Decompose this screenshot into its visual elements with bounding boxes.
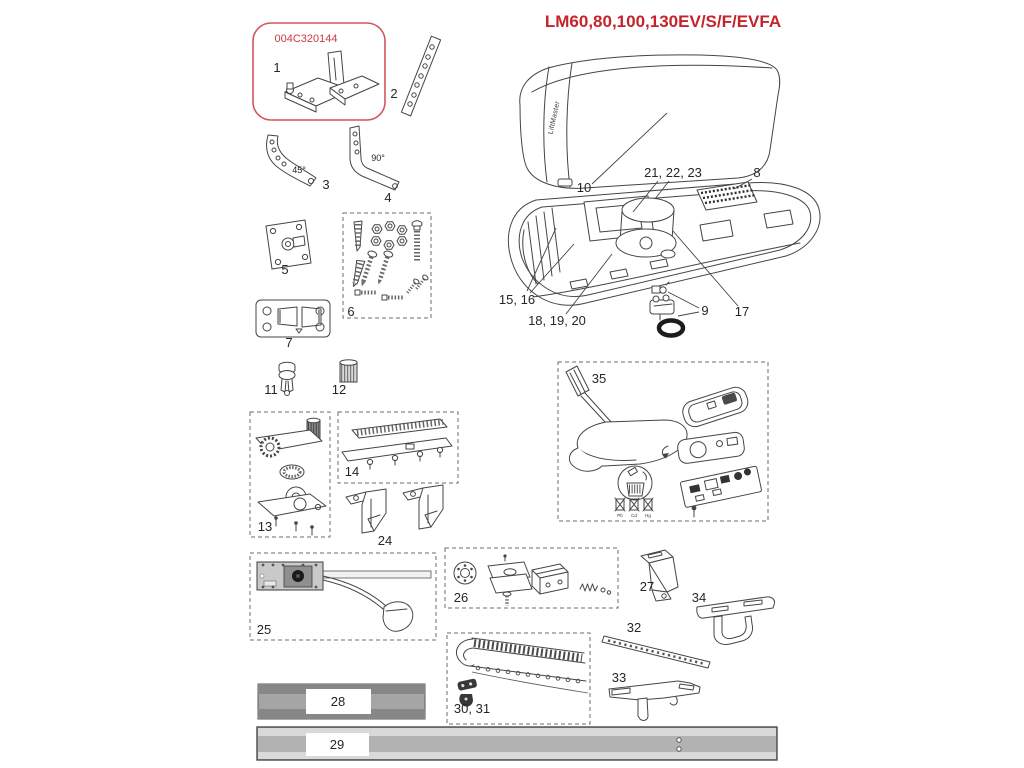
pcb-screw (692, 506, 697, 517)
pin-2 (607, 591, 610, 594)
part-28-label: 28 (330, 694, 346, 709)
part-35-label: 35 (591, 371, 607, 386)
threaded-bar (352, 419, 447, 438)
part-34-bracket (692, 590, 775, 645)
pin-1 (601, 588, 605, 592)
rail-hole-2 (677, 747, 681, 751)
pulley-plates (488, 554, 532, 606)
part-17-label: 17 (734, 304, 750, 319)
part-11-idler-pulley (264, 362, 295, 397)
kit-part-number: 004C320144 (274, 33, 338, 45)
part-12-coupler (332, 360, 357, 397)
part-3-angle-label: 45° (292, 165, 306, 175)
trolley-rod (323, 571, 431, 578)
part-1-bracket-assembly (285, 51, 379, 112)
part-29-label: 29 (329, 737, 345, 752)
battery-disposal-icon (618, 466, 652, 500)
bracket-left (346, 489, 386, 533)
hex-nut (397, 237, 407, 246)
part-21-22-23-label: 21, 22, 23 (644, 165, 702, 180)
part-9-light-socket (650, 282, 683, 336)
part-13-sprocket-assembly (250, 412, 330, 537)
idler-pulley (454, 562, 476, 584)
part-30-31-label: 30, 31 (453, 701, 491, 716)
battery-chemical-symbols (615, 498, 653, 518)
part-1-kit-box (253, 23, 385, 120)
part-30-31-chain (447, 633, 590, 724)
part-35-remote-kit (558, 362, 768, 521)
part-24-label: 24 (377, 533, 393, 548)
part-32-strap (602, 620, 710, 668)
part-3-curved-arm-45 (267, 135, 330, 192)
remote-top (680, 384, 751, 429)
machine-bolt-2 (382, 295, 404, 300)
part-33-header-bracket (609, 670, 700, 720)
part-2-straight-bracket (390, 36, 440, 116)
diagram-title: LM60,80,100,130EV/S/F/EVFA (544, 12, 782, 31)
part-32-label: 32 (626, 620, 642, 635)
part-26-label: 26 (453, 590, 469, 605)
part-12-label: 12 (331, 382, 347, 397)
hex-nut (372, 225, 382, 234)
part-14-rail-brackets (338, 412, 458, 483)
carriage-bolt (412, 221, 422, 262)
part-8-label: 8 (753, 165, 761, 180)
machine-bolt-1 (355, 290, 377, 295)
part-14-label: 14 (344, 464, 360, 479)
part-4-angle-label: 90° (371, 153, 385, 163)
part-4-curved-arm-90 (350, 126, 399, 205)
anchor-1 (354, 221, 362, 251)
part-33-label: 33 (611, 670, 627, 685)
battery-symbol-hg: Hg (645, 513, 651, 518)
battery-symbol-cd: Cd (631, 513, 637, 518)
spring (580, 584, 598, 591)
leader-part-9-b (678, 312, 699, 316)
part-7-header-plate (256, 300, 330, 350)
part-25-label: 25 (256, 622, 272, 637)
visor-cover (569, 420, 687, 471)
remote-pcb (680, 466, 762, 508)
bracket-right (403, 485, 443, 529)
part-6-label: 6 (347, 304, 355, 319)
part-15-16-label: 15, 16 (498, 292, 536, 307)
part-26-pulley-bracket (445, 548, 618, 608)
part-5-clevis-plate (266, 220, 311, 277)
part-24-brackets (346, 485, 443, 548)
sprocket-gear (261, 438, 279, 456)
trolley-body (257, 562, 323, 590)
part-6-hardware-bag (343, 213, 431, 319)
release-rope (323, 576, 413, 631)
part-5-label: 5 (281, 262, 289, 277)
part-11-label: 11 (264, 382, 278, 397)
bearing (280, 465, 304, 479)
battery-symbol-pb: Pb (617, 513, 623, 518)
part-1-label: 1 (273, 60, 281, 75)
part-18-19-20-label: 18, 19, 20 (528, 313, 586, 328)
part-29-rail (257, 727, 777, 760)
part-4-label: 4 (384, 190, 392, 205)
rope-handle (383, 602, 413, 632)
screws (274, 516, 314, 535)
hex-nut (385, 222, 395, 231)
rail-hole-1 (677, 738, 681, 742)
part-25-trolley (250, 553, 436, 640)
part-9-label: 9 (701, 303, 709, 318)
part-3-label: 3 (322, 177, 330, 192)
part-28-rail-section (258, 684, 425, 719)
clevis-bracket (532, 564, 568, 594)
part-34-label: 34 (691, 590, 707, 605)
arm-plate (258, 494, 326, 516)
part-13-label: 13 (257, 519, 273, 534)
part-27-bracket (640, 550, 678, 601)
part-10-label: 10 (576, 180, 592, 195)
brand-logo-text: LiftMaster (547, 100, 562, 135)
hex-nut (384, 241, 394, 250)
part-7-label: 7 (285, 335, 293, 350)
hex-nut (371, 237, 381, 246)
hex-nut (397, 226, 407, 235)
screw-1 (405, 278, 420, 295)
part-2-label: 2 (390, 86, 398, 101)
part-27-label: 27 (639, 579, 655, 594)
